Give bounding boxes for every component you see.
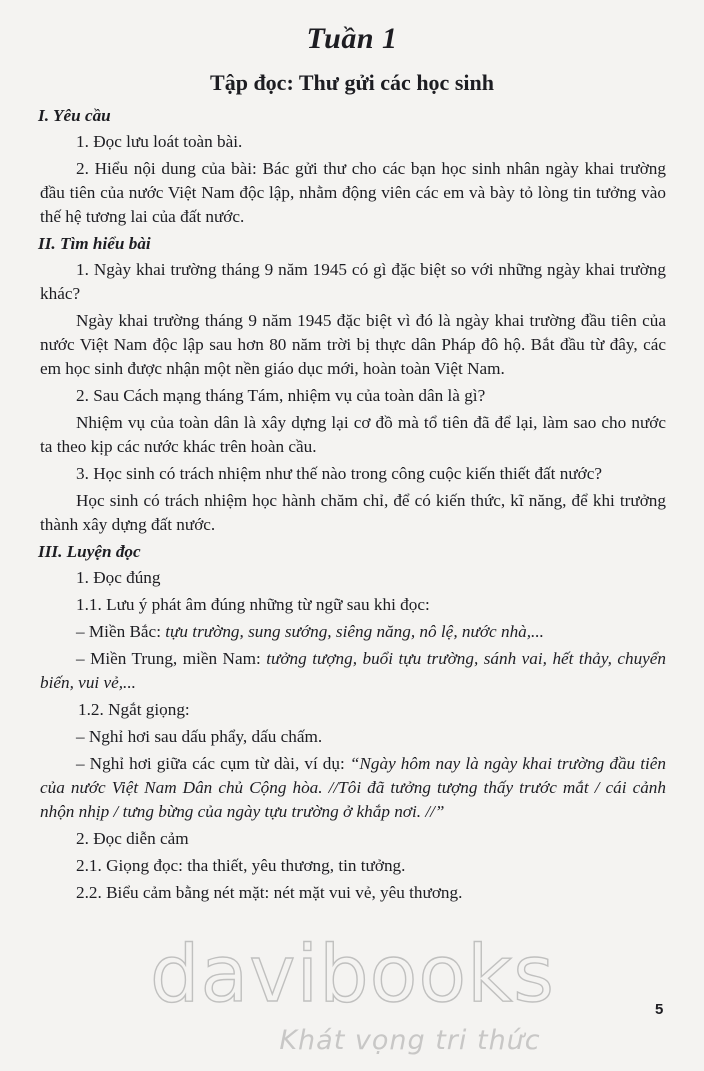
subheading-pronunciation: 1.1. Lưu ý phát âm đúng những từ ngữ sau khi đọc: bbox=[76, 595, 430, 614]
question-3: 3. Học sinh có trách nhiệm như thế nào trong công cuộc kiến thiết đất nước? bbox=[76, 464, 603, 483]
central-south-region-label: – Miền Trung, miền Nam: bbox=[76, 649, 267, 668]
central-south-region-words: tưởng tượng, buổi tựu trường, sánh vai, hết thảy, chuyển biến, vui vẻ,... bbox=[40, 649, 667, 692]
question-2: 2. Sau Cách mạng tháng Tám, nhiệm vụ của toàn dân là gì? bbox=[76, 386, 486, 405]
north-region-label: – Miền Bắc: bbox=[76, 622, 166, 641]
section-heading-reading-practice: III. Luyện đọc bbox=[38, 542, 141, 561]
requirement-2: 2. Hiểu nội dung của bài: Bác gửi thư cho các bạn học sinh nhân ngày khai trường đầu tiên của nước Việt Nam độc lập, nhằm động viên các em và bày tỏ lòng tin tưởng vào thế hệ tương lai của đất nước. bbox=[40, 159, 666, 226]
watermark-logo: davibooks bbox=[150, 930, 555, 1020]
pause-rule-2 bbox=[40, 752, 666, 824]
pause-rule-2-label: – Nghỉ hơi giữa các cụm từ dài, ví dụ: bbox=[76, 754, 350, 773]
answer-1: Ngày khai trường tháng 9 năm 1945 đặc biệt vì đó là ngày khai trường đầu tiên của nước Việt Nam độc lập sau hơn 80 năm trời bị thực dân Pháp đô hộ. Bắt đầu từ đây, các em học sinh được nhận một nền giáo dục mới, hoàn toàn Việt Nam. bbox=[40, 311, 666, 378]
page-body bbox=[40, 103, 666, 908]
pause-rule-2-example: “Ngày hôm nay là ngày khai trường đầu tiên của nước Việt Nam Dân chủ Cộng hòa. //Tôi đã tưởng tượng thấy trước mắt / cái cảnh nhộn nhịp / tưng bừng của ngày tựu trường ở khắp nơi. //” bbox=[40, 754, 666, 821]
watermark-slogan: Khát vọng tri thức bbox=[279, 1025, 541, 1056]
subheading-expressive-reading: 2. Đọc diễn cảm bbox=[76, 829, 189, 848]
page-number: 5 bbox=[655, 1001, 664, 1018]
voice-guidance: 2.1. Giọng đọc: tha thiết, yêu thương, tin tưởng. bbox=[76, 856, 406, 875]
question-1: 1. Ngày khai trường tháng 9 năm 1945 có gì đặc biệt so với những ngày khai trường khác? bbox=[40, 260, 666, 303]
subheading-phrasing: 1.2. Ngắt giọng: bbox=[78, 700, 190, 719]
facial-expression-guidance: 2.2. Biểu cảm bằng nét mặt: nét mặt vui vẻ, yêu thương. bbox=[76, 883, 463, 902]
lesson-title: Tập đọc: Thư gửi các học sinh bbox=[210, 70, 494, 95]
answer-2: Nhiệm vụ của toàn dân là xây dựng lại cơ đồ mà tổ tiên đã để lại, làm sao cho nước ta theo kịp các nước khác trên hoàn cầu. bbox=[40, 413, 666, 456]
section-heading-requirements: I. Yêu cầu bbox=[38, 106, 111, 125]
central-south-region-line bbox=[40, 647, 666, 695]
week-title: Tuần 1 bbox=[306, 22, 398, 55]
section-heading-explore: II. Tìm hiểu bài bbox=[38, 234, 151, 253]
north-region-line bbox=[40, 620, 666, 644]
pause-rule-1: – Nghỉ hơi sau dấu phẩy, dấu chấm. bbox=[76, 727, 323, 746]
answer-3: Học sinh có trách nhiệm học hành chăm chỉ, để có kiến thức, kĩ năng, để khi trưởng thành xây dựng đất nước. bbox=[40, 491, 666, 534]
subheading-read-correctly: 1. Đọc đúng bbox=[76, 568, 161, 587]
requirement-1: 1. Đọc lưu loát toàn bài. bbox=[76, 132, 243, 151]
north-region-words: tựu trường, sung sướng, siêng năng, nô lệ, nước nhà,... bbox=[165, 622, 544, 641]
